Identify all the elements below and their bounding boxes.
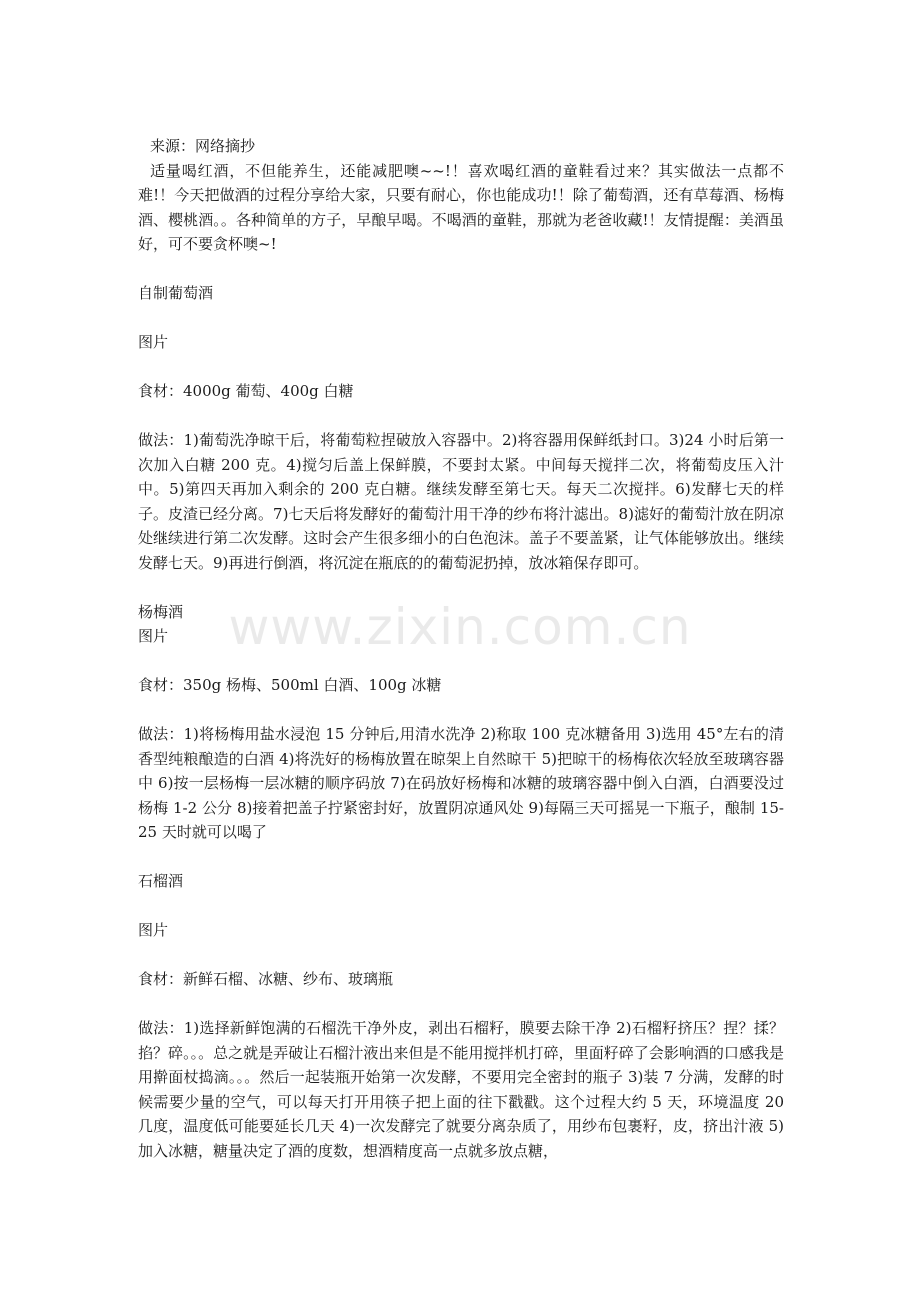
- ingredients-pomegranate-wine: 食材：新鲜石榴、冰糖、纱布、玻璃瓶: [138, 970, 394, 988]
- section-title-grape-wine: 自制葡萄酒: [138, 284, 214, 302]
- spacer: [138, 355, 784, 380]
- ingredients-bayberry-wine: 食材：350g 杨梅、500ml 白酒、100g 冰糖: [138, 676, 442, 694]
- method-pomegranate-wine: 做法：1)选择新鲜饱满的石榴洗干净外皮，剥出石榴籽，膜要去除干净 2)石榴籽挤压？捏？揉？掐？碎。。。总之就是弄破让石榴汁液出来但是不能用搅拌机打碎，里面籽碎了会影响酒的口感我是用擀面杖捣滴。。。然后一起装瓶开始第一次发酵，不要用完全密封的瓶子 3)装 7 分满，发酵的时候需要少量的空气，可以每天打开用筷子把上面的往下戳戳。这个过程大约 5 天，环境温度 20 几度，温度低可能要延长几天 4)一次发酵完了就要分离杂质了，用纱布包裹籽，皮，挤出汁液 5)加入冰糖，糖量决定了酒的度数，想酒精度高一点就多放点糖，: [138, 1019, 784, 1160]
- spacer: [138, 943, 784, 968]
- spacer: [138, 992, 784, 1017]
- document-page: [138, 134, 784, 1163]
- spacer: [138, 649, 784, 674]
- spacer: [138, 845, 784, 870]
- spacer: [138, 698, 784, 723]
- intro-paragraph: 适量喝红酒，不但能养生，还能减肥噢~~!！喜欢喝红酒的童鞋看过来？其实做法一点都不难!！今天把做酒的过程分享给大家，只要有耐心，你也能成功!！除了葡萄酒，还有草莓酒、杨梅酒、樱桃酒。。各种简单的方子，早酿早喝。不喝酒的童鞋，那就为老爸收藏!！友情提醒：美酒虽好，可不要贪杯噢~!: [138, 161, 784, 253]
- image-placeholder-label: 图片: [138, 921, 169, 939]
- spacer: [138, 894, 784, 919]
- image-placeholder-label: 图片: [138, 333, 169, 351]
- image-placeholder-label: 图片: [138, 627, 169, 645]
- watermark: www.zixin.com.cn: [228, 598, 692, 656]
- ingredients-grape-wine: 食材：4000g 葡萄、400g 白糖: [138, 382, 354, 400]
- method-grape-wine: 做法：1)葡萄洗净晾干后，将葡萄粒捏破放入容器中。2)将容器用保鲜纸封口。3)24 小时后第一次加入白糖 200 克。4)搅匀后盖上保鲜膜，不要封太紧。中间每天搅拌二次，将葡萄皮压入汁中。5)第四天再加入剩余的 200 克白糖。继续发酵至第七天。每天二次搅拌。6)发酵七天的样子。皮渣已经分离。7)七天后将发酵好的葡萄汁用干净的纱布将汁滤出。8)滤好的葡萄汁放在阴凉处继续进行第二次发酵。这时会产生很多细小的白色泡沫。盖子不要盖紧，让气体能够放出。继续发酵七天。9)再进行倒酒，将沉淀在瓶底的的葡萄泥扔掉，放冰箱保存即可。: [138, 431, 784, 572]
- section-title-pomegranate-wine: 石榴酒: [138, 872, 184, 890]
- source-line: 来源：网络摘抄: [150, 137, 256, 155]
- spacer: [138, 306, 784, 331]
- method-bayberry-wine: 做法：1)将杨梅用盐水浸泡 15 分钟后,用清水洗净 2)称取 100 克冰糖备用 3)选用 45°左右的清香型纯粮酿造的白酒 4)将洗好的杨梅放置在晾架上自然晾干 5)把晾干的杨梅依次轻放至玻璃容器中 6)按一层杨梅一层冰糖的顺序码放 7)在码放好杨梅和冰糖的玻璃容器中倒入白酒，白酒要没过杨梅 1-2 公分 8)接着把盖子拧紧密封好，放置阴凉通风处 9)每隔三天可摇晃一下瓶子，酿制 15-25 天时就可以喝了: [138, 725, 784, 841]
- spacer: [138, 404, 784, 429]
- section-title-bayberry-wine: 杨梅酒: [138, 602, 184, 621]
- spacer: [138, 257, 784, 282]
- spacer: [138, 575, 784, 600]
